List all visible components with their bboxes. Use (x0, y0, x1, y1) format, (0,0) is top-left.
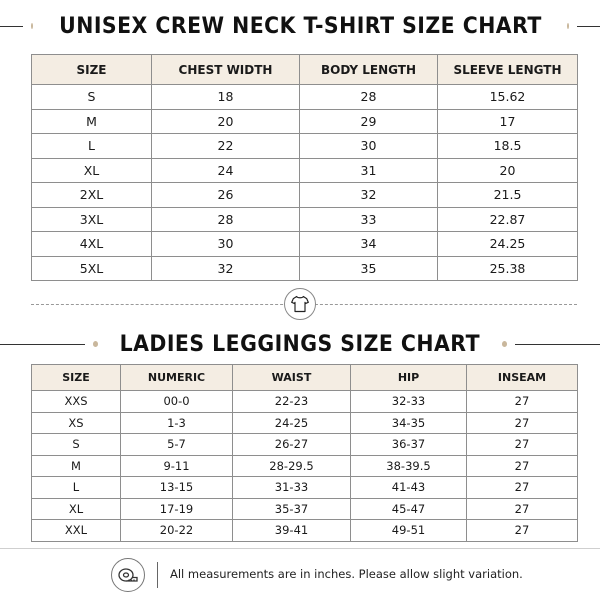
size-cell: M (32, 455, 121, 477)
leggings-chart-title: LADIES LEGGINGS SIZE CHART (119, 331, 481, 357)
sleeve-cell: 21.5 (438, 183, 578, 208)
numeric-cell: 9-11 (121, 455, 233, 477)
size-cell: 4XL (32, 232, 152, 257)
measuring-tape-icon (111, 558, 145, 592)
table-row (32, 434, 578, 456)
t-shirt-icon (284, 288, 316, 320)
length-cell: 31 (300, 158, 438, 183)
size-cell: 2XL (32, 183, 152, 208)
table-row (32, 477, 578, 499)
chest-cell: 24 (152, 158, 300, 183)
header-body-length: BODY LENGTH (300, 55, 438, 85)
table-row (32, 520, 578, 542)
table-row (32, 85, 578, 110)
footer (0, 548, 600, 600)
waist-cell: 22-23 (233, 391, 351, 413)
numeric-cell: 5-7 (121, 434, 233, 456)
chest-cell: 26 (152, 183, 300, 208)
sleeve-cell: 18.5 (438, 134, 578, 159)
sleeve-cell: 20 (438, 158, 578, 183)
table-row (32, 455, 578, 477)
title-dot-left (31, 23, 33, 29)
numeric-cell: 20-22 (121, 520, 233, 542)
inseam-cell: 27 (467, 477, 578, 499)
footer-rule (0, 548, 600, 549)
table-row (32, 232, 578, 257)
inseam-cell: 27 (467, 520, 578, 542)
header-hip: HIP (351, 365, 467, 391)
table-row (32, 109, 578, 134)
title-dot-left (93, 341, 98, 347)
hip-cell: 41-43 (351, 477, 467, 499)
chest-cell: 22 (152, 134, 300, 159)
table-row (32, 158, 578, 183)
numeric-cell: 17-19 (121, 498, 233, 520)
size-cell: S (32, 85, 152, 110)
title-rule-right (577, 26, 600, 27)
inseam-cell: 27 (467, 455, 578, 477)
measurement-note: All measurements are in inches. Please allow slight variation. (170, 567, 523, 581)
size-cell: 5XL (32, 256, 152, 281)
chest-cell: 32 (152, 256, 300, 281)
hip-cell: 36-37 (351, 434, 467, 456)
hip-cell: 45-47 (351, 498, 467, 520)
chest-cell: 28 (152, 207, 300, 232)
title-dot-right (567, 23, 569, 29)
length-cell: 30 (300, 134, 438, 159)
inseam-cell: 27 (467, 391, 578, 413)
header-sleeve-length: SLEEVE LENGTH (438, 55, 578, 85)
table-header-row (32, 55, 578, 85)
table-row (32, 391, 578, 413)
length-cell: 34 (300, 232, 438, 257)
length-cell: 28 (300, 85, 438, 110)
footer-separator (157, 562, 158, 588)
title-rule-right (515, 344, 600, 345)
tshirt-size-table (31, 54, 578, 281)
waist-cell: 28-29.5 (233, 455, 351, 477)
header-size: SIZE (32, 365, 121, 391)
length-cell: 33 (300, 207, 438, 232)
sleeve-cell: 25.38 (438, 256, 578, 281)
table-row (32, 412, 578, 434)
title-rule-left (0, 26, 23, 27)
length-cell: 35 (300, 256, 438, 281)
waist-cell: 31-33 (233, 477, 351, 499)
leggings-chart-title-row (0, 326, 600, 362)
waist-cell: 39-41 (233, 520, 351, 542)
chest-cell: 30 (152, 232, 300, 257)
chest-cell: 20 (152, 109, 300, 134)
tshirt-chart-title: UNISEX CREW NECK T-SHIRT SIZE CHART (58, 13, 542, 39)
length-cell: 29 (300, 109, 438, 134)
inseam-cell: 27 (467, 434, 578, 456)
title-dot-right (502, 341, 507, 347)
table-row (32, 256, 578, 281)
hip-cell: 34-35 (351, 412, 467, 434)
size-cell: XL (32, 498, 121, 520)
size-cell: M (32, 109, 152, 134)
header-size: SIZE (32, 55, 152, 85)
size-cell: S (32, 434, 121, 456)
sleeve-cell: 17 (438, 109, 578, 134)
numeric-cell: 00-0 (121, 391, 233, 413)
size-cell: XXS (32, 391, 121, 413)
size-cell: L (32, 134, 152, 159)
inseam-cell: 27 (467, 498, 578, 520)
header-waist: WAIST (233, 365, 351, 391)
sleeve-cell: 24.25 (438, 232, 578, 257)
size-cell: XL (32, 158, 152, 183)
size-cell: XXL (32, 520, 121, 542)
header-inseam: INSEAM (467, 365, 578, 391)
header-chest-width: CHEST WIDTH (152, 55, 300, 85)
sleeve-cell: 15.62 (438, 85, 578, 110)
hip-cell: 49-51 (351, 520, 467, 542)
numeric-cell: 1-3 (121, 412, 233, 434)
table-row (32, 134, 578, 159)
size-cell: 3XL (32, 207, 152, 232)
table-row (32, 498, 578, 520)
table-row (32, 207, 578, 232)
size-cell: L (32, 477, 121, 499)
waist-cell: 35-37 (233, 498, 351, 520)
waist-cell: 26-27 (233, 434, 351, 456)
size-cell: XS (32, 412, 121, 434)
chest-cell: 18 (152, 85, 300, 110)
title-rule-left (0, 344, 85, 345)
waist-cell: 24-25 (233, 412, 351, 434)
inseam-cell: 27 (467, 412, 578, 434)
leggings-size-table (31, 364, 578, 542)
sleeve-cell: 22.87 (438, 207, 578, 232)
hip-cell: 32-33 (351, 391, 467, 413)
hip-cell: 38-39.5 (351, 455, 467, 477)
table-header-row (32, 365, 578, 391)
header-numeric: NUMERIC (121, 365, 233, 391)
length-cell: 32 (300, 183, 438, 208)
numeric-cell: 13-15 (121, 477, 233, 499)
tshirt-chart-title-row (0, 8, 600, 44)
table-row (32, 183, 578, 208)
